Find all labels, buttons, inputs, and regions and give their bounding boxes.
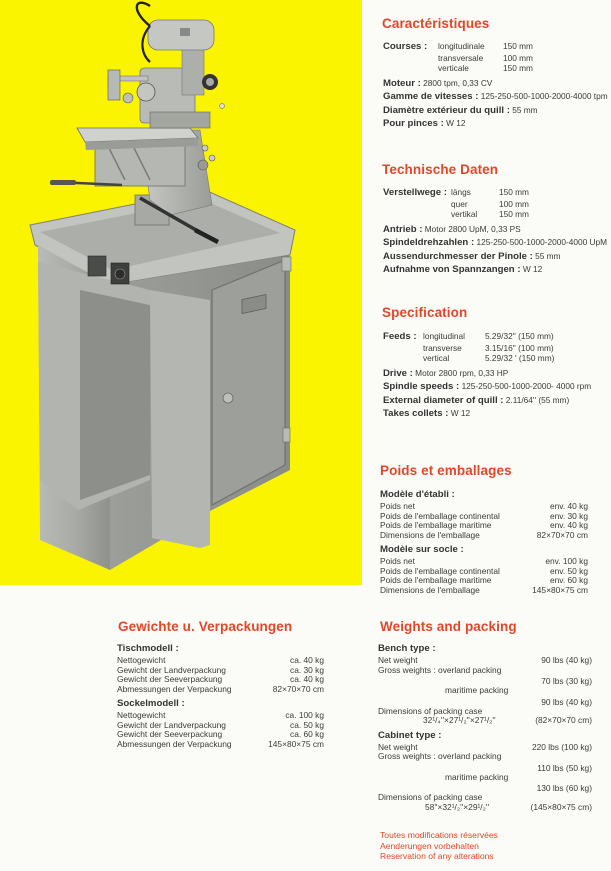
section-title-specification: Specification	[382, 305, 468, 320]
spec-row-spindle-speeds	[383, 380, 611, 394]
weights-value: env. 100 kg	[545, 556, 588, 566]
spec-value: 125-250-500-1000-2000- 4000 rpm	[461, 381, 592, 391]
weights-label: Dimensions de l'emballage	[380, 529, 480, 540]
spec-block-fr	[383, 40, 611, 131]
spec-value: 150 mm	[503, 62, 533, 73]
weights-row	[378, 752, 592, 762]
weights-value: env. 40 kg	[549, 520, 588, 530]
spec-value: 55 mm	[512, 104, 538, 115]
spec-value: W 12	[450, 408, 471, 418]
weights-label: Poids net	[380, 501, 415, 511]
spec-value: 100 mm	[499, 198, 529, 209]
spec-value: 150 mm	[503, 41, 533, 51]
spec-value: W 12	[446, 118, 466, 128]
weights-label: Gewicht der Landverpackung	[117, 664, 226, 675]
weights-subheading: Bench type :	[378, 643, 436, 654]
spec-value: W 12	[522, 264, 543, 274]
weights-row	[380, 586, 588, 596]
spec-label: Feeds :	[383, 331, 417, 342]
spec-row-vitesses	[383, 90, 611, 104]
weights-value: env. 30 kg	[549, 510, 588, 521]
spec-row	[383, 200, 611, 211]
spec-value: 125-250-500-1000-2000-4000 UpM	[476, 237, 608, 247]
weights-subheading: Modèle sur socle :	[380, 544, 464, 555]
weights-label: Nettogewicht	[117, 710, 166, 720]
notice-fr: Toutes modifications réservées	[380, 830, 498, 840]
weights-label: Abmessungen der Verpackung	[117, 683, 232, 694]
spec-axis: longitudinal	[423, 331, 465, 341]
weights-label: Abmessungen der Verpackung	[117, 738, 232, 749]
weights-label: Nettogewicht	[117, 655, 166, 665]
weights-value: env. 60 kg	[549, 575, 588, 585]
spec-row	[383, 352, 611, 367]
weights-label: Poids de l'emballage maritime	[380, 520, 492, 530]
weights-subheading: Cabinet type :	[378, 729, 442, 741]
spec-value: 2.11/64'' (55 mm)	[505, 394, 570, 405]
weights-label: Poids de l'emballage continental	[380, 565, 500, 576]
spec-value: 3.15/16'' (100 mm)	[485, 342, 554, 353]
weights-label: Net weight	[378, 741, 418, 752]
spec-axis: längs	[451, 187, 471, 197]
weights-row	[378, 762, 592, 773]
spec-row-quill	[383, 104, 611, 118]
weights-subheading: Modèle d'établi :	[380, 489, 455, 500]
weights-label: Dimensions of packing case	[378, 792, 483, 802]
weights-label: Gross weights : overland packing	[378, 664, 502, 675]
weights-block-fr	[380, 486, 588, 595]
weights-value: 32¹/₄''×27¹/₂''×27¹/₂''	[423, 715, 496, 725]
weights-value: ca. 30 kg	[290, 664, 324, 675]
spec-label: Courses :	[383, 41, 428, 52]
spec-block-de	[383, 186, 611, 277]
weights-label: Poids de l'emballage maritime	[380, 575, 492, 585]
weights-label: Poids net	[380, 556, 415, 566]
weights-row	[378, 666, 592, 676]
weights-value: ca. 60 kg	[290, 729, 324, 739]
weights-subheading: Sockelmodell :	[117, 698, 185, 709]
spec-row-quill	[383, 394, 611, 408]
spec-row-drehzahlen	[383, 236, 611, 250]
spec-row-pinces	[383, 117, 611, 131]
weights-value: (145×80×75 cm)	[530, 801, 592, 812]
section-title-weights-packing: Weights and packing	[380, 619, 517, 634]
weights-label: Poids de l'emballage continental	[380, 510, 500, 521]
spec-value: Motor 2800 rpm, 0,33 HP	[415, 367, 509, 378]
spec-row	[383, 62, 611, 77]
weights-label: Gewicht der Landverpackung	[117, 719, 226, 730]
spec-label: Gamme de vitesses :	[383, 91, 479, 102]
weights-value: env. 40 kg	[549, 501, 588, 511]
spec-axis: vertikal	[451, 208, 478, 219]
weights-subheading: Tischmodell :	[117, 643, 179, 654]
weights-row	[378, 696, 592, 707]
weights-value: ca. 40 kg	[290, 674, 324, 684]
weights-value: ca. 40 kg	[290, 655, 324, 665]
spec-label: Aussendurchmesser der Pinole :	[383, 250, 533, 262]
spec-axis: longitudinale	[438, 41, 485, 51]
spec-label: Diamètre extérieur du quill :	[383, 104, 510, 116]
weights-label: Gewicht der Seeverpackung	[117, 674, 223, 684]
weights-value: ca. 50 kg	[290, 719, 324, 730]
spec-axis: transversale	[438, 52, 484, 63]
weights-value: ca. 100 kg	[285, 710, 324, 720]
spec-row-courses	[383, 40, 611, 54]
spec-label: Drive :	[383, 367, 413, 379]
spec-value: 5.29/32'' (150 mm)	[485, 331, 554, 341]
spec-label: External diameter of quill :	[383, 394, 504, 406]
spec-row-antrieb	[383, 223, 611, 237]
spec-block-en	[383, 330, 611, 421]
weights-row	[378, 686, 592, 696]
section-title-poids-emballages: Poids et emballages	[380, 463, 512, 478]
weights-value: 110 lbs (50 kg)	[537, 762, 592, 773]
weights-row	[378, 716, 592, 726]
weights-value: 82×70×70 cm	[536, 529, 588, 540]
spec-row-pinole	[383, 250, 611, 264]
spec-row-collets	[383, 407, 611, 421]
milling-machine-illustration	[0, 0, 362, 585]
spec-label: Aufnahme von Spannzangen :	[383, 264, 521, 275]
spec-row-verstellwege	[383, 186, 611, 200]
spec-axis: quer	[451, 198, 468, 209]
weights-label: Dimensions of packing case	[378, 705, 483, 716]
spec-axis: vertical	[423, 352, 450, 363]
weights-value: env. 50 kg	[549, 565, 588, 576]
spec-value: Motor 2800 UpM, 0,33 PS	[424, 223, 521, 234]
weights-value: (82×70×70 cm)	[535, 715, 592, 725]
spec-label: Moteur :	[383, 77, 421, 89]
spec-value: 2800 tpm, 0,33 CV	[423, 77, 493, 88]
weights-label: Gewicht der Seeverpackung	[117, 729, 223, 739]
spec-label: Verstellwege :	[383, 187, 447, 198]
weights-block-en	[378, 640, 592, 812]
notice-de: Aenderungen vorbehalten	[380, 840, 479, 851]
spec-axis: verticale	[438, 62, 469, 73]
spec-row-moteur	[383, 77, 611, 91]
spec-label: Spindle speeds :	[383, 381, 460, 392]
alterations-notice	[380, 830, 498, 862]
weights-value: 58''×32¹/₂''×29¹/₂''	[425, 801, 490, 812]
section-title-technische-daten: Technische Daten	[382, 162, 499, 177]
weights-label: maritime packing	[445, 771, 509, 782]
spec-value: 5.29/32 ' (150 mm)	[485, 352, 555, 363]
weights-value: 145×80×75 cm	[268, 738, 324, 749]
spec-row-spannzangen	[383, 263, 611, 277]
spec-axis: transverse	[423, 342, 462, 353]
weights-value: 82×70×70 cm	[272, 683, 324, 694]
section-title-gewichte: Gewichte u. Verpackungen	[118, 619, 293, 634]
section-title-caracteristiques: Caractéristiques	[382, 16, 490, 31]
weights-label: maritime packing	[445, 685, 509, 695]
spec-value: 150 mm	[499, 208, 529, 219]
spec-row	[383, 54, 611, 65]
spec-row-drive	[383, 367, 611, 381]
weights-row	[378, 773, 592, 783]
spec-value: 100 mm	[503, 52, 533, 63]
product-photo	[0, 0, 362, 585]
weights-label: Gross weights : overland packing	[378, 751, 502, 761]
spec-label: Antrieb :	[383, 223, 423, 235]
notice-en: Reservation of any alterations	[380, 851, 494, 861]
weights-value: 220 lbs (100 kg)	[531, 741, 592, 752]
weights-block-de	[117, 640, 324, 749]
weights-row	[378, 803, 592, 813]
weights-value: 70 lbs (30 kg)	[541, 676, 592, 686]
weights-value: 90 lbs (40 kg)	[541, 696, 592, 707]
weights-row	[117, 685, 324, 695]
weights-value: 130 lbs (60 kg)	[536, 783, 592, 793]
spec-value: 150 mm	[499, 187, 529, 197]
weights-value: 90 lbs (40 kg)	[541, 655, 592, 665]
spec-value: 55 mm	[535, 250, 561, 261]
weights-row	[117, 740, 324, 750]
weights-label: Dimensions de l'emballage	[380, 584, 480, 595]
weights-value: 145×80×75 cm	[532, 584, 588, 595]
weights-label: Net weight	[378, 655, 418, 665]
weights-row	[380, 531, 588, 541]
spec-label: Takes collets :	[383, 408, 449, 419]
spec-value: 125-250-500-1000-2000-4000 tpm	[480, 91, 608, 101]
spec-row	[383, 208, 611, 223]
spec-label: Pour pinces :	[383, 118, 444, 129]
spec-label: Spindeldrehzahlen :	[383, 237, 475, 248]
